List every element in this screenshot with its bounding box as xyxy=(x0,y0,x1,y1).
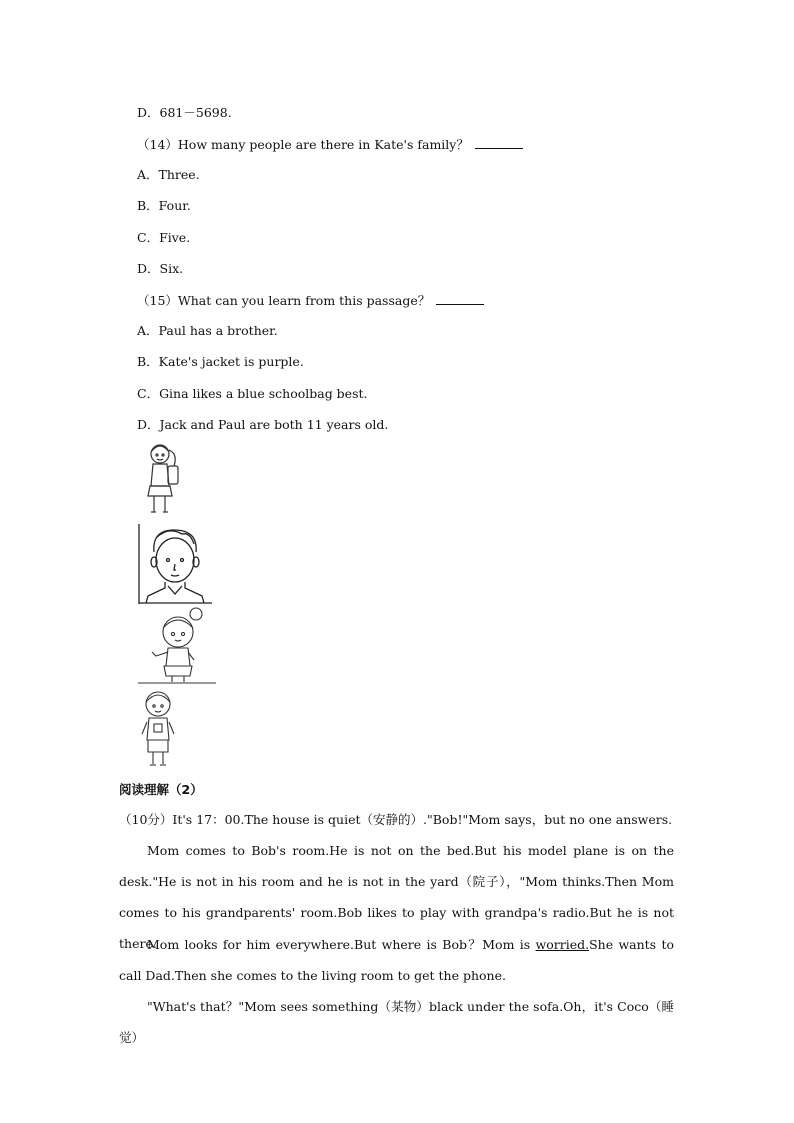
q14-option-b: B．Four. xyxy=(137,198,191,213)
q14-option-d: D．Six. xyxy=(137,261,184,276)
passage-p3-text-after: She wants to call Dad.Then she comes to the living room to get the phone. xyxy=(119,937,674,983)
passage-paragraph-1: （10分）It's 17：00.The house is quiet（安静的）."Bob!"Mom says，but no one answers. xyxy=(119,812,673,827)
q14-question-text: （14）How many people are there in Kate's family？ xyxy=(137,137,469,152)
girl-with-schoolbag-image xyxy=(138,440,188,518)
q15-option-b: B．Kate's jacket is purple. xyxy=(137,354,304,369)
passage-paragraph-3 xyxy=(119,929,674,991)
passage-paragraph-4: "What's that？"Mom sees something（某物）black under the sofa.Oh，it's Coco（睡觉） xyxy=(119,999,674,1045)
underlined-word-worried: worried. xyxy=(535,937,590,952)
girl-with-bun-image xyxy=(138,606,216,686)
q15-question xyxy=(137,292,484,309)
passage-paragraph-2: Mom comes to Bob's room.He is not on the bed.But his model plane is on the desk."He is not in his room and he is not in the yard（院子），"Mom thinks.Then Mom comes to his grandparents' room.Bob likes to play with grandpa's radio.But he is not there. xyxy=(119,843,674,951)
passage-p3-text-before: Mom looks for him everywhere.But where is Bob？Mom is xyxy=(147,937,536,952)
q14-option-a: A．Three. xyxy=(137,167,200,182)
q14-answer-blank[interactable] xyxy=(475,136,523,149)
boy-portrait-image xyxy=(138,524,212,604)
q15-option-d: D．Jack and Paul are both 11 years old. xyxy=(137,417,389,432)
q13-option-d: D．681－5698. xyxy=(137,105,232,120)
q14-option-c: C．Five. xyxy=(137,230,191,245)
section-title: 阅读理解（2） xyxy=(119,782,203,797)
q15-option-a: A．Paul has a brother. xyxy=(137,323,278,338)
q14-question xyxy=(137,136,523,153)
small-boy-image xyxy=(138,688,182,770)
q15-answer-blank[interactable] xyxy=(436,292,484,305)
q15-option-c: C．Gina likes a blue schoolbag best. xyxy=(137,386,368,401)
q15-question-text: （15）What can you learn from this passage？ xyxy=(137,293,431,308)
